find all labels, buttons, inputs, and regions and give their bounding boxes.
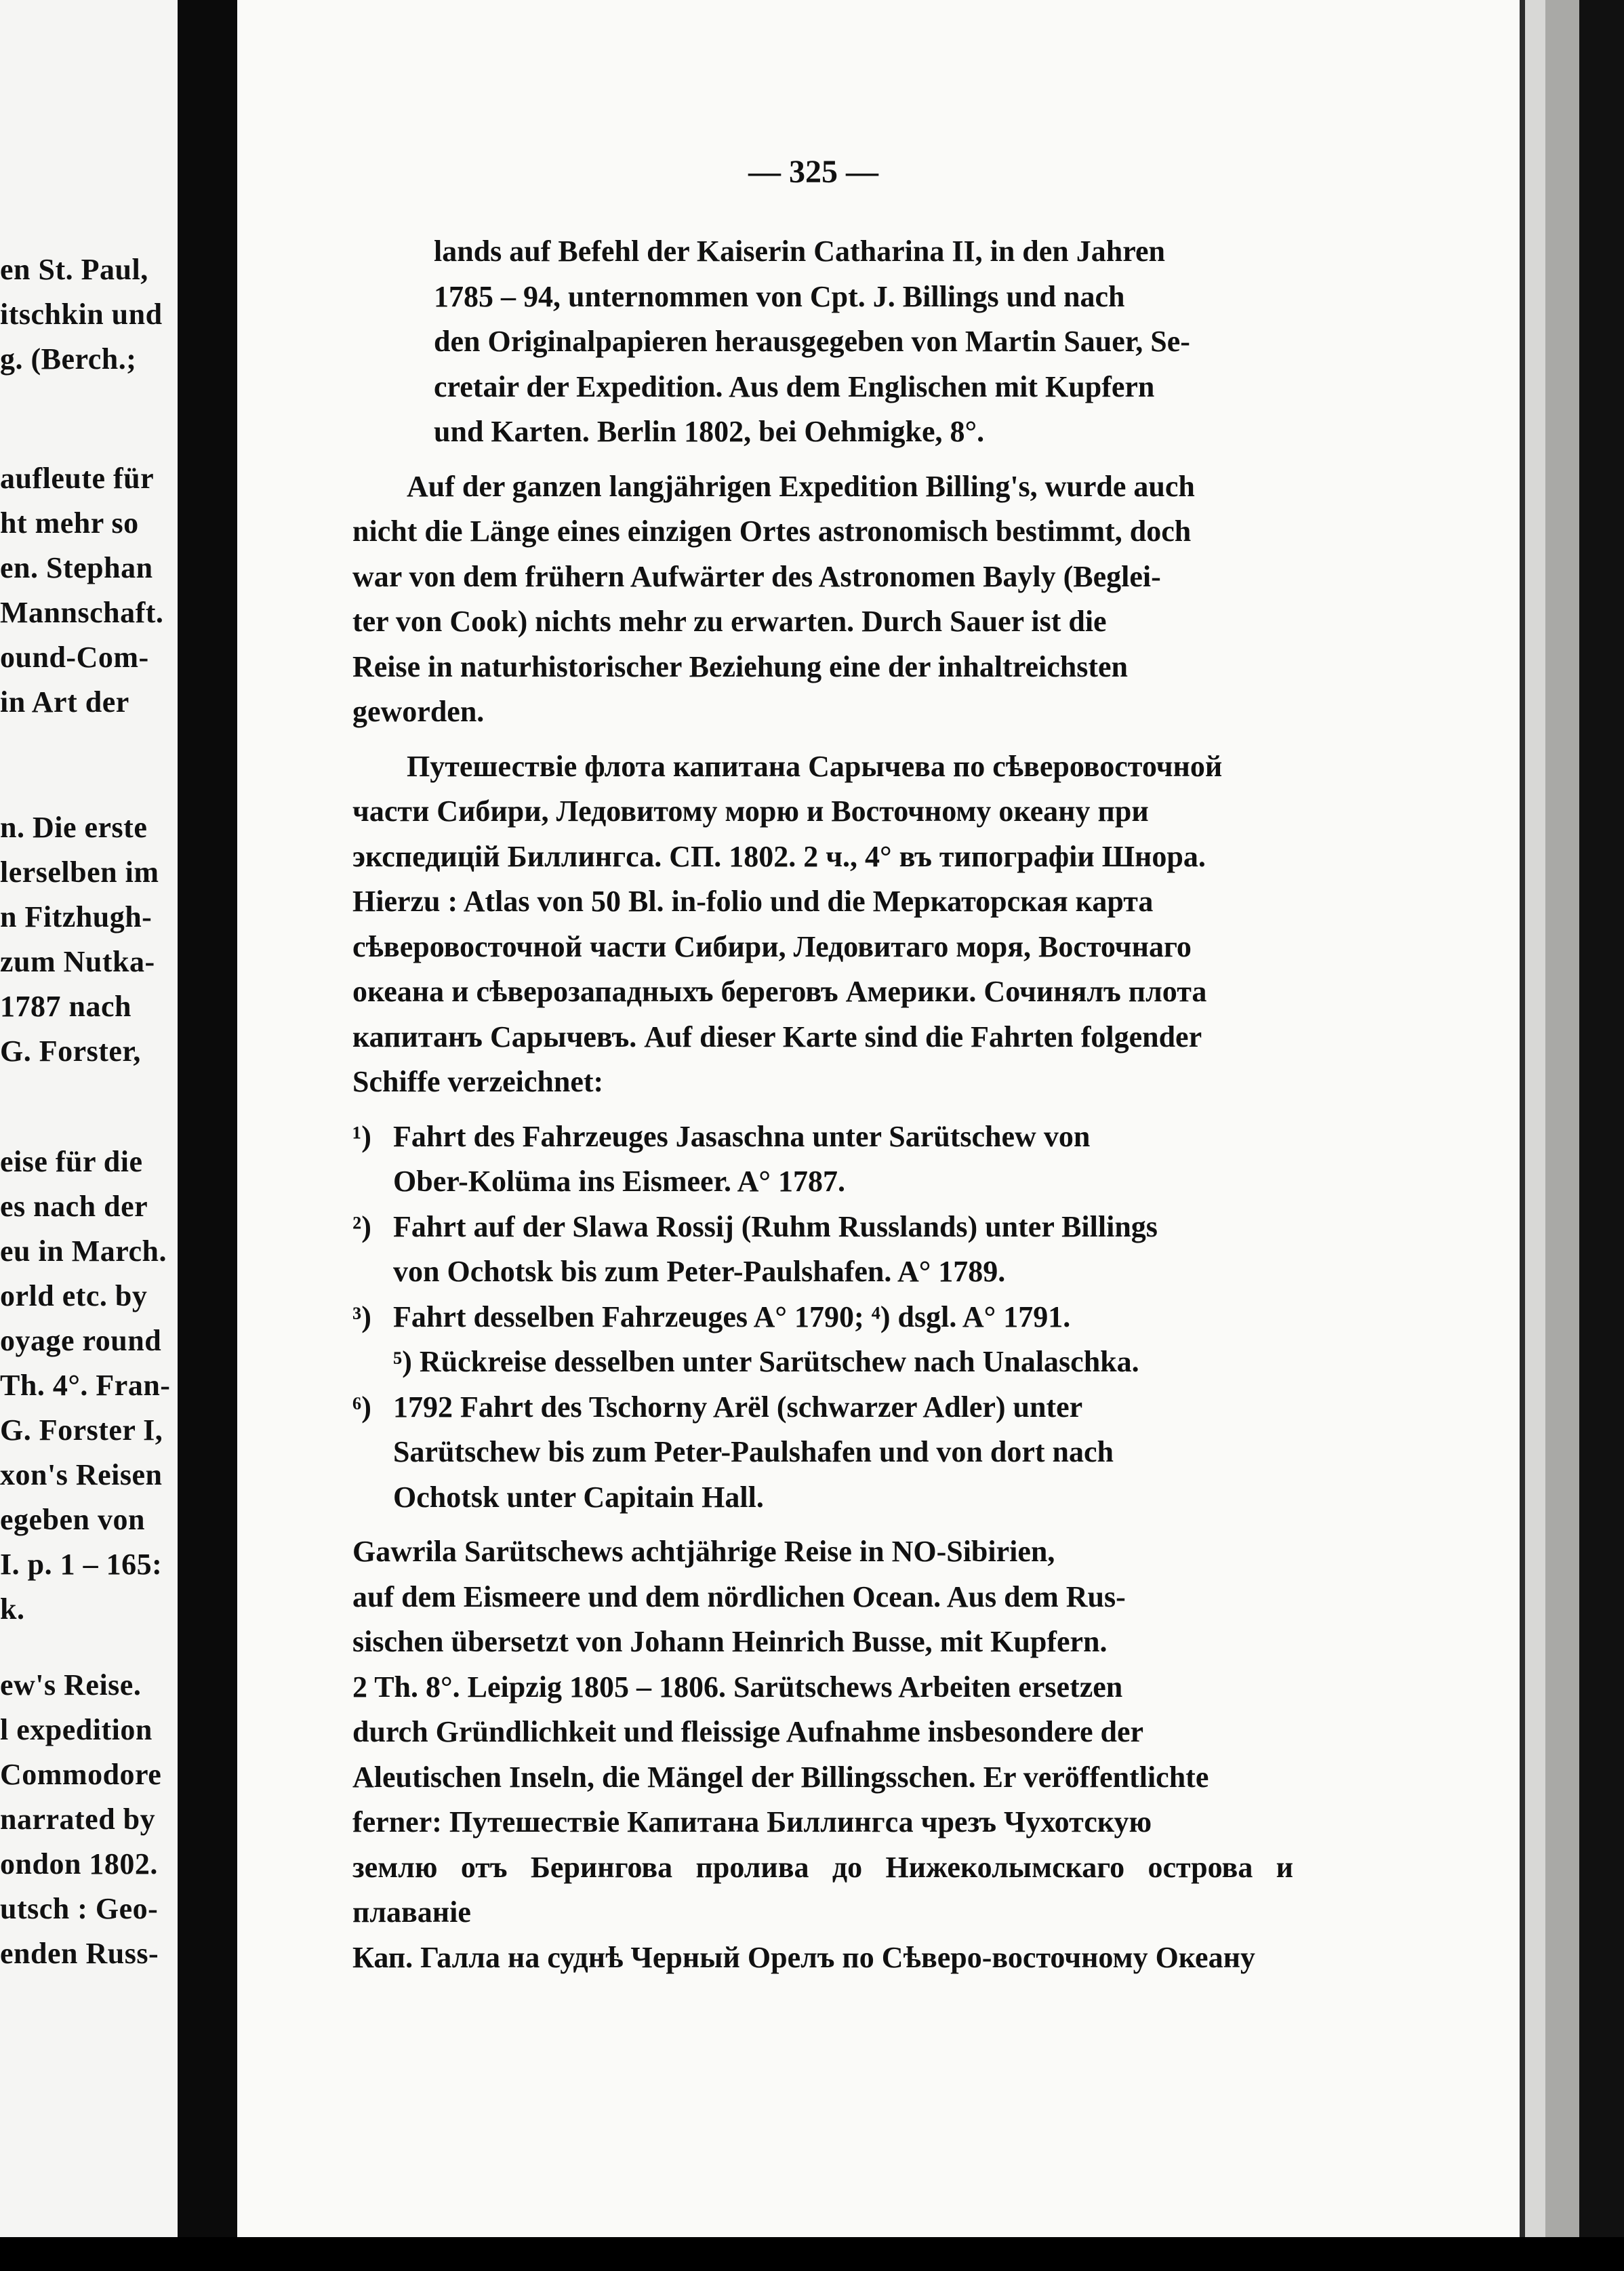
voyage-list-item — [352, 1205, 1293, 1295]
text-line: nicht die Länge eines einzigen Ortes astronomisch bestimmt, doch — [352, 515, 1192, 548]
text-line: 1792 Fahrt des Tschorny Arël (schwarzer Adler) unter — [393, 1390, 1083, 1424]
left-page-fragment: eise für die — [0, 1145, 143, 1178]
text-line: Sarütschew bis zum Peter-Paulshafen und von dort nach — [393, 1435, 1114, 1468]
left-page-fragment: ondon 1802. — [0, 1847, 158, 1881]
left-page-fragment: orld etc. by — [0, 1279, 148, 1312]
text-line: den Originalpapieren herausgegeben von Martin Sauer, Se- — [434, 325, 1190, 358]
text-line: экспедицій Биллингса. СП. 1802. 2 ч., 4° въ типографіи Шнора. — [352, 839, 1206, 873]
page-edge — [1525, 0, 1545, 2271]
text-line: und Karten. Berlin 1802, bei Oehmigke, 8°. — [434, 415, 985, 448]
left-page-fragment: G. Forster I, — [0, 1413, 163, 1447]
voyage-list-item — [352, 1385, 1293, 1521]
left-page-fragment: in Art der — [0, 685, 129, 719]
paragraph-billings-title — [352, 229, 1293, 455]
item-number: ¹) — [352, 1119, 371, 1153]
left-page-fragment: n Fitzhugh- — [0, 900, 153, 933]
text-line: ter von Cook) nichts mehr zu erwarten. Durch Sauer ist die — [352, 605, 1107, 638]
text-line: Fahrt desselben Fahrzeuges A° 1790; ⁴) dsgl. A° 1791. — [393, 1300, 1071, 1333]
text-line: части Сибири, Ледовитому морю и Восточному океану при — [352, 795, 1149, 828]
left-page-fragment: ht mehr so — [0, 506, 139, 540]
text-line: geworden. — [352, 695, 485, 728]
left-page-fragment: G. Forster, — [0, 1034, 141, 1068]
text-line: von Ochotsk bis zum Peter-Paulshafen. A° 1789. — [393, 1255, 1006, 1288]
book-gutter — [178, 0, 237, 2271]
text-line: Ochotsk unter Capitain Hall. — [393, 1480, 764, 1514]
text-line: Reise in naturhistorischer Beziehung eine der inhaltreichsten — [352, 649, 1128, 683]
text-line: Schiffe verzeichnet: — [352, 1065, 604, 1098]
voyage-list-item — [352, 1340, 1293, 1385]
text-line: Кап. Галла на суднѣ Черный Орелъ по Сѣверо-восточному Океану — [352, 1940, 1255, 1974]
text-line: sischen übersetzt von Johann Heinrich Busse, mit Kupfern. — [352, 1625, 1108, 1658]
left-page-fragment: zum Nutka- — [0, 945, 155, 978]
left-page-fragment: k. — [0, 1592, 25, 1626]
voyage-list-item — [352, 1114, 1293, 1205]
left-page-fragment: I. p. 1 – 165: — [0, 1548, 163, 1581]
text-line: 1785 – 94, unternommen von Cpt. J. Billings und nach — [434, 279, 1125, 313]
paragraph-sarychev-russian — [352, 744, 1293, 1105]
left-page-fragment: Mannschaft. — [0, 596, 164, 629]
left-page-fragment: l expedition — [0, 1713, 153, 1746]
left-page-fragment: 1787 nach — [0, 990, 131, 1023]
left-page-fragment: lerselben im — [0, 856, 159, 889]
paragraph-billings-comment — [352, 464, 1293, 735]
text-line: Ober-Kolüma ins Eismeer. A° 1787. — [393, 1165, 846, 1198]
text-line: Путешествіе флота капитана Сарычева по сѣверовосточной — [407, 749, 1223, 783]
text-line: durch Gründlichkeit und fleissige Aufnahme insbesondere der — [352, 1715, 1144, 1748]
left-page-fragment: ew's Reise. — [0, 1668, 142, 1702]
left-page-fragment: egeben von — [0, 1503, 145, 1536]
text-line: war von dem frühern Aufwärter des Astronomen Bayly (Beglei- — [352, 559, 1161, 593]
text-line: ⁵) Rückreise desselben unter Sarütschew nach Unalaschka. — [393, 1345, 1139, 1378]
text-line: Gawrila Sarütschews achtjährige Reise in NO-Sibirien, — [352, 1535, 1055, 1568]
text-line: Aleutischen Inseln, die Mängel der Billingsschen. Er veröffentlichte — [352, 1760, 1209, 1794]
item-number: ²) — [352, 1209, 371, 1243]
text-line: Fahrt des Fahrzeuges Jasaschna unter Sarütschew von — [393, 1119, 1091, 1153]
text-line: сѣверовосточной части Сибири, Ледовитаго моря, Восточнаго — [352, 929, 1192, 963]
left-page-fragment: utsch : Geo- — [0, 1892, 159, 1925]
left-page-fragment: g. (Berch.; — [0, 342, 137, 376]
left-facing-page — [0, 0, 182, 2271]
left-page-fragment: oyage round — [0, 1324, 162, 1357]
left-page-fragment: aufleute für — [0, 462, 155, 495]
text-line: ferner: Путешествіе Капитана Биллингса чрезъ Чухотскую — [352, 1805, 1152, 1838]
page-body — [352, 229, 1293, 1980]
page-edge — [1579, 0, 1624, 2271]
text-line: auf dem Eismeere und dem nördlichen Ocean. Aus dem Rus- — [352, 1580, 1126, 1613]
left-page-fragment: es nach der — [0, 1190, 148, 1223]
text-line: lands auf Befehl der Kaiserin Catharina II, in den Jahren — [434, 235, 1165, 268]
text-line: землю отъ Берингова пролива до Нижеколымскаго острова и плаваніе — [352, 1850, 1293, 1929]
left-page-fragment: eu in March. — [0, 1234, 167, 1268]
text-line: Hierzu : Atlas von 50 Bl. in-folio und die Меркаторская карта — [352, 885, 1154, 918]
item-number: ⁶) — [352, 1390, 371, 1424]
text-line: Auf der ganzen langjährigen Expedition Billing's, wurde auch — [407, 469, 1195, 503]
left-page-fragment: itschkin und — [0, 298, 163, 331]
left-page-fragment: ound-Com- — [0, 641, 149, 674]
left-page-fragment: enden Russ- — [0, 1937, 159, 1970]
item-number: ³) — [352, 1300, 371, 1333]
scan-border — [0, 2237, 1624, 2271]
left-page-fragment: en. Stephan — [0, 551, 153, 584]
page-number: — 325 — — [748, 154, 878, 190]
text-line: Fahrt auf der Slawa Rossij (Ruhm Russlands) unter Billings — [393, 1209, 1158, 1243]
page-edge — [1545, 0, 1579, 2271]
text-line: cretair der Expedition. Aus dem Englischen mit Kupfern — [434, 369, 1155, 403]
text-line: океана и сѣверозападныхъ береговъ Америки. Сочинялъ плота — [352, 975, 1207, 1008]
paragraph-sarychev-german — [352, 1529, 1293, 1980]
voyage-list-item — [352, 1295, 1293, 1340]
text-line: 2 Th. 8°. Leipzig 1805 – 1806. Sarütschews Arbeiten ersetzen — [352, 1670, 1123, 1704]
left-page-fragment: xon's Reisen — [0, 1458, 163, 1491]
left-page-fragment: narrated by — [0, 1803, 156, 1836]
left-page-fragment: en St. Paul, — [0, 253, 148, 286]
text-line: капитанъ Сарычевъ. Auf dieser Karte sind die Fahrten folgender — [352, 1020, 1202, 1053]
left-page-fragment: Commodore — [0, 1758, 162, 1791]
left-page-fragment: n. Die erste — [0, 811, 148, 844]
left-page-fragment: Th. 4°. Fran- — [0, 1369, 171, 1402]
